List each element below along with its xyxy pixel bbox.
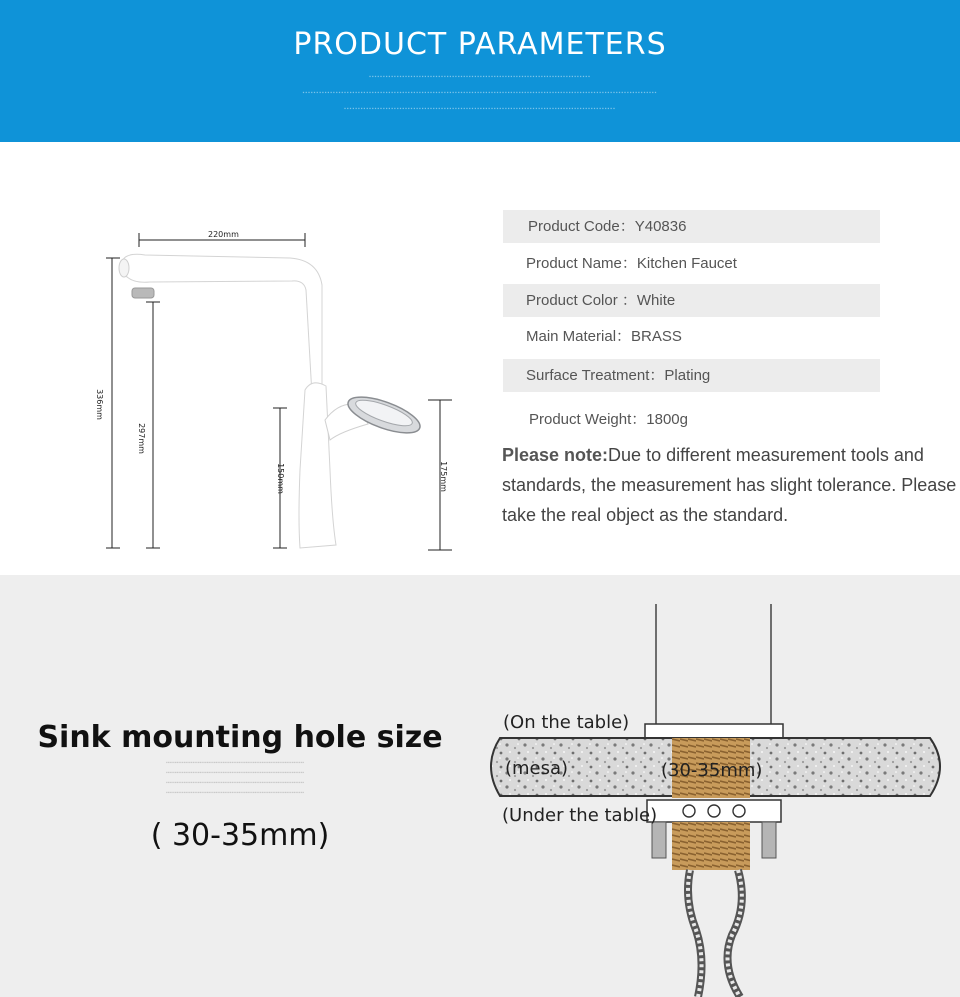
total-height-label: 336mm bbox=[94, 389, 104, 420]
mesa-label: (mesa) bbox=[505, 758, 569, 779]
mounting-title: Sink mounting hole size bbox=[37, 720, 443, 755]
handle-height-label: 175mm bbox=[438, 461, 448, 492]
param-label: Product Name： bbox=[526, 255, 637, 272]
param-value: BRASS bbox=[631, 328, 682, 345]
mounting-size: ( 30-35mm) bbox=[150, 818, 330, 853]
banner-decorative-text: ▪▪▪▪▪▪▪▪▪▪▪▪▪▪▪▪▪▪▪▪▪▪▪▪▪▪▪▪▪▪▪▪▪▪▪▪▪▪▪▪▪▪▪▪▪▪▪▪▪▪▪▪▪▪▪▪▪▪▪▪▪▪▪▪▪▪▪▪▪▪▪▪▪▪▪▪▪▪▪▪▪▪▪▪▪▪▪▪▪▪▪▪▪▪▪▪▪▪ bbox=[344, 106, 616, 112]
banner-decorative-text: ▪▪▪▪▪▪▪▪▪▪▪▪▪▪▪▪▪▪▪▪▪▪▪▪▪▪▪▪▪▪▪▪▪▪▪▪▪▪▪▪▪▪▪▪▪▪▪▪▪▪▪▪▪▪▪▪▪▪▪▪▪▪▪▪▪▪▪▪▪▪▪▪▪▪▪▪▪▪▪▪▪▪▪▪▪▪▪▪▪▪▪▪▪▪▪▪▪▪▪▪▪▪▪▪▪▪▪▪▪▪▪▪▪▪▪▪▪▪▪▪▪▪▪▪▪▪▪▪ bbox=[302, 90, 658, 96]
under-table-label: (Under the table) bbox=[502, 805, 658, 826]
param-value: Plating bbox=[664, 367, 711, 384]
hole-size-label: (30-35mm) bbox=[661, 760, 763, 781]
mounting-decorative-text: ▪▪▪▪▪▪▪▪▪▪▪▪▪▪▪▪▪▪▪▪▪▪▪▪▪▪▪▪▪▪▪▪▪▪▪▪▪▪▪▪▪▪▪▪▪▪▪▪▪▪▪▪▪▪▪▪▪▪▪▪▪▪▪▪▪▪▪▪▪▪▪▪▪▪▪▪▪▪ bbox=[165, 790, 305, 796]
on-table-label: (On the table) bbox=[503, 712, 630, 733]
param-label: Product Code： bbox=[528, 218, 635, 235]
param-value: Y40836 bbox=[634, 218, 687, 235]
param-value: White bbox=[636, 292, 676, 309]
mounting-decorative-text: ▪▪▪▪▪▪▪▪▪▪▪▪▪▪▪▪▪▪▪▪▪▪▪▪▪▪▪▪▪▪▪▪▪▪▪▪▪▪▪▪▪▪▪▪▪▪▪▪▪▪▪▪▪▪▪▪▪▪▪▪▪▪▪▪▪▪▪▪▪▪▪▪▪▪▪▪▪▪ bbox=[165, 760, 305, 766]
param-label: Surface Treatment： bbox=[526, 367, 665, 384]
param-label: Product Color ： bbox=[526, 292, 637, 309]
note-text: Due to different measurement tools and standards, the measurement has slight tolerance. Please take the real object as the standard. bbox=[502, 445, 957, 525]
param-label: Product Weight： bbox=[529, 411, 647, 428]
width-dimension-label: 220mm bbox=[208, 230, 239, 239]
body-height-label: 150mm bbox=[275, 463, 285, 494]
param-value: Kitchen Faucet bbox=[636, 255, 737, 272]
spout-height-label: 297mm bbox=[136, 423, 146, 454]
param-label: Main Material： bbox=[526, 328, 632, 345]
banner-decorative-text: ▪▪▪▪▪▪▪▪▪▪▪▪▪▪▪▪▪▪▪▪▪▪▪▪▪▪▪▪▪▪▪▪▪▪▪▪▪▪▪▪▪▪▪▪▪▪▪▪▪▪▪▪▪▪▪▪▪▪▪▪▪▪▪▪▪▪▪▪▪▪▪▪▪▪▪▪▪▪▪▪ bbox=[369, 74, 591, 80]
param-value: 1800g bbox=[646, 411, 688, 428]
note-lead: Please note: bbox=[502, 445, 609, 465]
mounting-decorative-text: ▪▪▪▪▪▪▪▪▪▪▪▪▪▪▪▪▪▪▪▪▪▪▪▪▪▪▪▪▪▪▪▪▪▪▪▪▪▪▪▪▪▪▪▪▪▪▪▪▪▪▪▪▪▪▪▪▪▪▪▪▪▪▪▪▪▪▪▪▪▪▪▪▪▪▪▪▪▪ bbox=[165, 770, 305, 776]
mounting-decorative-text: ▪▪▪▪▪▪▪▪▪▪▪▪▪▪▪▪▪▪▪▪▪▪▪▪▪▪▪▪▪▪▪▪▪▪▪▪▪▪▪▪▪▪▪▪▪▪▪▪▪▪▪▪▪▪▪▪▪▪▪▪▪▪▪▪▪▪▪▪▪▪▪▪▪▪▪▪▪▪ bbox=[165, 780, 305, 786]
page-title: PRODUCT PARAMETERS bbox=[293, 27, 667, 62]
